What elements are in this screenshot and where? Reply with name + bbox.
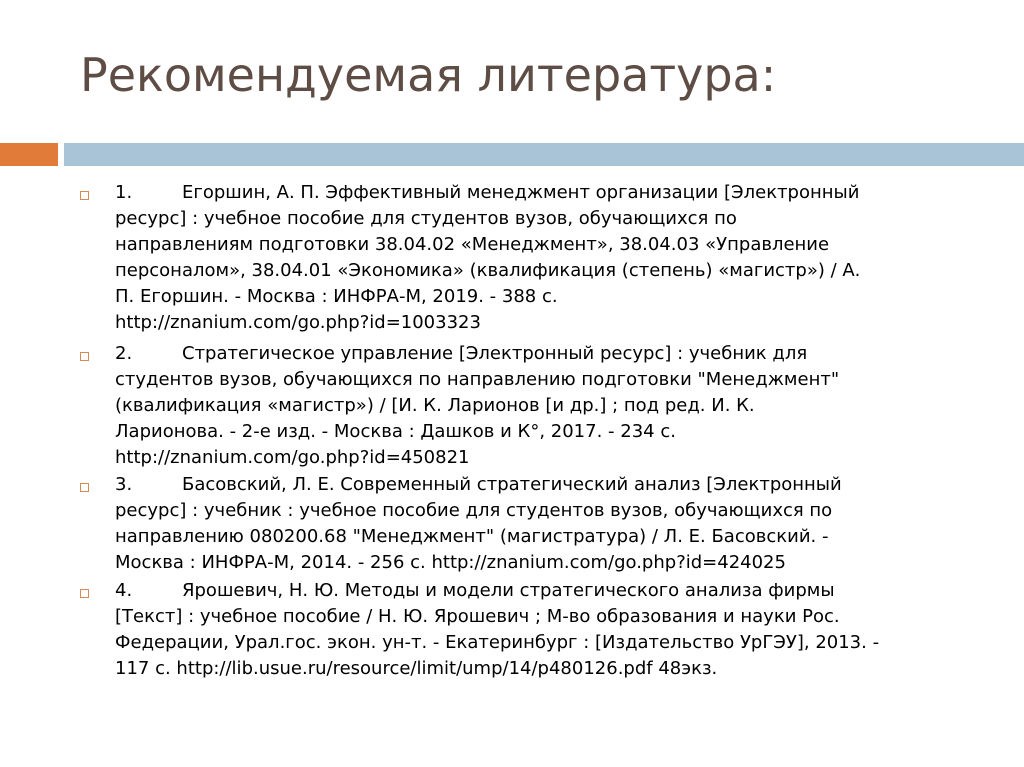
reference-line[interactable]: Москва : ИНФРА-М, 2014. - 256 с. http://znanium.com/go.php?id=424025 [115,552,786,573]
reference-line [115,472,977,498]
reference-link[interactable]: http://znanium.com/go.php?id=450821 [115,447,470,468]
reference-line [115,341,977,367]
reference-line: [Текст] : учебное пособие / Н. Ю. Ярошевич ; М-во образования и науки Рос. [115,606,840,627]
reference-line: персоналом», 38.04.01 «Экономика» (квалификация (степень) «магистр») / А. [115,260,861,281]
reference-text [115,180,977,336]
reference-line: (квалификация «магистр») / [И. К. Ларионов [и др.] ; под ред. И. К. [115,395,755,416]
reference-line-text: Ярошевич, Н. Ю. Методы и модели стратегического анализа фирмы [182,580,835,601]
reference-line: Федерации, Урал.гос. экон. ун-т. - Екатеринбург : [Издательство УрГЭУ], 2013. - [115,632,880,653]
reference-number: 1. [115,182,133,203]
reference-text [115,578,977,682]
reference-item-1 [80,180,980,336]
reference-item-4 [80,578,980,682]
hollow-square-icon [80,191,89,200]
reference-text [115,341,977,471]
reference-line: Ларионова. - 2-е изд. - Москва : Дашков и К°, 2017. - 234 с. [115,421,676,442]
reference-item-2 [80,341,980,471]
reference-line-text: Егоршин, А. П. Эффективный менеджмент организации [Электронный [182,182,860,203]
reference-line: направлениям подготовки 38.04.02 «Менеджмент», 38.04.03 «Управление [115,234,830,255]
hollow-square-icon [80,352,89,361]
reference-line [115,578,977,604]
reference-number: 4. [115,580,133,601]
reference-line: ресурс] : учебник : учебное пособие для студентов вузов, обучающихся по [115,500,833,521]
reference-line-text: Стратегическое управление [Электронный ресурс] : учебник для [182,343,808,364]
reference-line: направлению 080200.68 "Менеджмент" (магистратура) / Л. Е. Басовский. - [115,526,829,547]
reference-line: П. Егоршин. - Москва : ИНФРА-М, 2019. - 388 с. [115,286,558,307]
hollow-square-icon [80,483,89,492]
reference-link[interactable]: http://znanium.com/go.php?id=1003323 [115,312,481,333]
reference-item-3 [80,472,980,576]
reference-line [115,180,977,206]
reference-line-text: Басовский, Л. Е. Современный стратегический анализ [Электронный [182,474,842,495]
slide-title: Рекомендуемая литература: [80,48,777,102]
reference-line: студентов вузов, обучающихся по направлению подготовки "Менеджмент" [115,369,840,390]
reference-line[interactable]: 117 с. http://lib.usue.ru/resource/limit/ump/14/p480126.pdf 48экз. [115,658,718,679]
reference-line: ресурс] : учебное пособие для студентов вузов, обучающихся по [115,208,737,229]
hollow-square-icon [80,589,89,598]
reference-text [115,472,977,576]
reference-number: 3. [115,474,133,495]
reference-number: 2. [115,343,133,364]
